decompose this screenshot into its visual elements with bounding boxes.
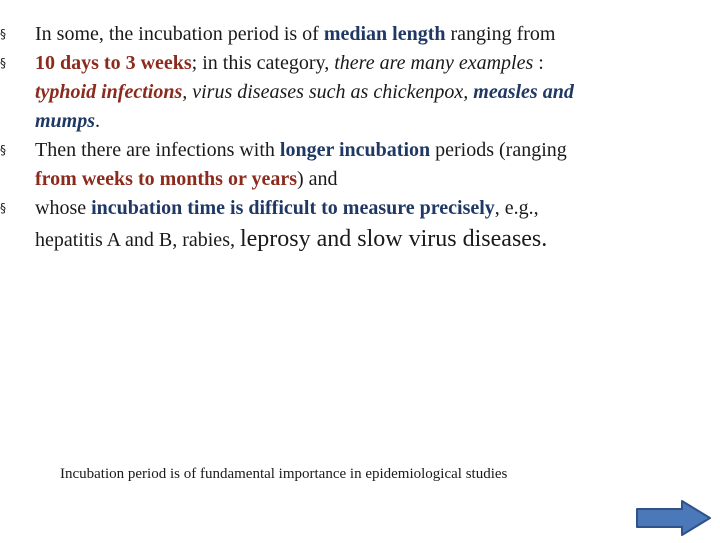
text-run: measles and [473, 81, 574, 103]
text-run: whose [35, 197, 92, 219]
text-run: ) and [297, 168, 338, 190]
text-run: incubation time is difficult to measure precisely [91, 197, 495, 219]
text-run: , virus diseases such as chickenpox, [182, 81, 474, 103]
text-run: , e.g., [494, 197, 539, 219]
bullet-marker: § [0, 143, 6, 157]
text-run: periods (ranging [430, 139, 567, 161]
next-slide-button[interactable] [634, 498, 714, 538]
bullet-marker: § [0, 201, 6, 215]
next-arrow-icon [634, 498, 714, 538]
text-run: ranging from [445, 23, 556, 45]
text-run: . [95, 110, 101, 132]
bullet-text-line [35, 20, 556, 49]
text-run: typhoid infections [35, 81, 183, 103]
bullet-text-line [35, 225, 547, 255]
text-run: leprosy and slow virus diseases. [239, 226, 548, 252]
text-run: from weeks to months or years [35, 168, 298, 190]
bullet-text-line [35, 107, 100, 136]
text-run: Then there are infections with [35, 139, 280, 161]
text-run: longer incubation [279, 139, 431, 161]
text-run: : [533, 52, 544, 74]
bullet-text-line [35, 165, 338, 194]
bullet-text-line [35, 136, 567, 165]
text-run: mumps [35, 110, 96, 132]
text-run: hepatitis A and B, rabies, [35, 229, 240, 251]
bullet-marker: § [0, 27, 6, 41]
bullet-text-line [35, 194, 539, 223]
bullet-text-line [35, 49, 544, 78]
text-run: there are many examples [334, 52, 534, 74]
text-run: median length [323, 23, 446, 45]
footer-note: Incubation period is of fundamental importance in epidemiological studies [60, 466, 508, 482]
text-run: ; in this category, [191, 52, 335, 74]
bullet-text-line [35, 78, 574, 107]
text-run: 10 days to 3 weeks [35, 52, 192, 74]
text-run: In some, the incubation period is of [35, 23, 324, 45]
bullet-marker: § [0, 56, 6, 70]
